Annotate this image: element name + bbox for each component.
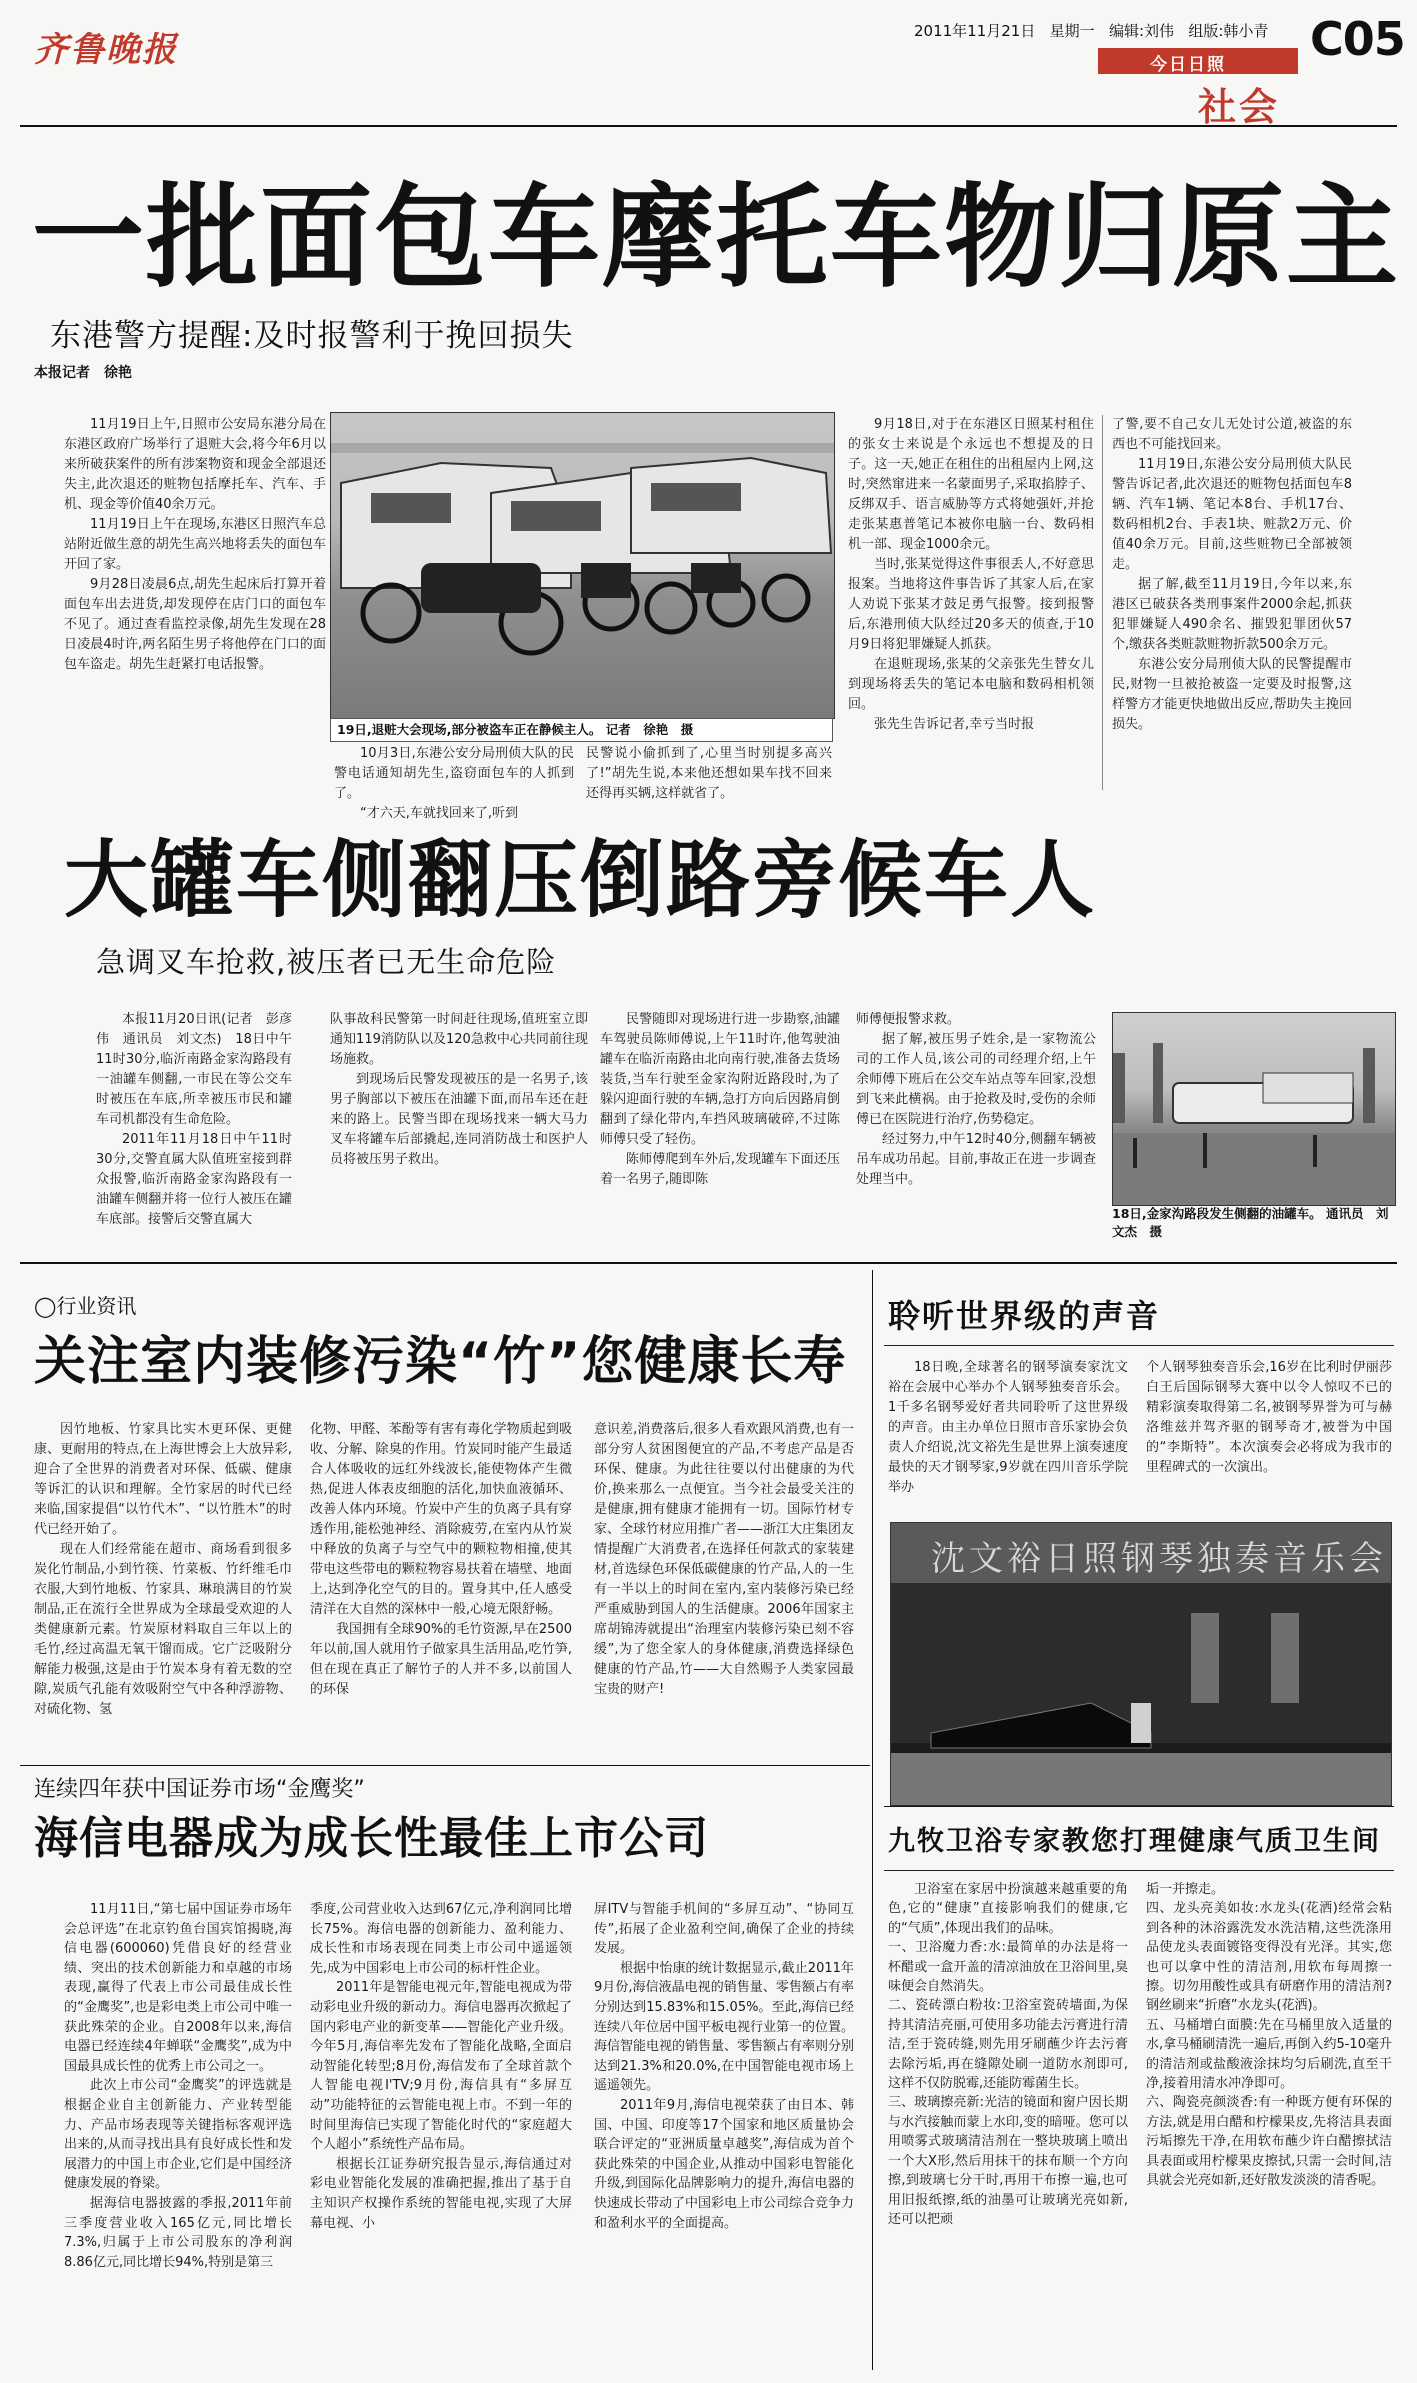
- story1-headline: 一批面包车摩托车物归原主: [32, 173, 1400, 303]
- story3-headline: 关注室内装修污染“竹”您健康长寿: [34, 1332, 847, 1392]
- section-rule: [20, 1765, 870, 1766]
- paragraph: 卫浴室在家居中扮演越来越重要的角色,它的“健康”直接影响我们的健康,它的“气质”,体现出我们的品味。: [888, 1882, 1128, 1936]
- paragraph: 意识差,消费落后,很多人看欢跟风消费,也有一部分穷人贫困图便宜的产品,不考虑产品是否环保、健康。为此往往要以付出健康的为代价,换来那么一点便宜。当今社会最受关注的是健康,拥有健康才能拥有一切。国际竹材专家、全球竹材应用推广者——浙江大庄集团友情提醒广大消费者,在选择任何款式的家装建材,首选绿色环保低碳健康的竹产品,人的一生有一半以上的时间在室内,室内装修污染已经严重威胁到国人的生活健康。2006年国家主席胡锦涛就提出“治理室内装修污染已刻不容缓”,为了您全家人的身体健康,消费选择绿色健康的竹产品,竹——大自然赐予人类家园最宝贵的财产!: [594, 1422, 855, 1697]
- story1-subhead: 东港警方提醒:及时报警利于挽回损失: [50, 318, 574, 354]
- section-rule: [20, 1262, 1397, 1264]
- page-number: C05: [1310, 12, 1405, 66]
- paragraph: 化物、甲醛、苯酚等有害有毒化学物质起到吸收、分解、除臭的作用。竹炭同时能产生最适合人体吸收的远红外线波长,能使物体产生微热,促进人体表皮细胞的活化,加快血液循环、改善人体内环境。竹炭中产生的负离子具有穿透作用,能松弛神经、消除疲劳,在室内从竹炭中释放的负离子与空气中的颗粒物相撞,使其带电这些带电的颗粒物容易扶着在墙壁、地面上,达到净化空气的目的。置身其中,任人感受清洋在大自然的深林中一般,心境无限舒畅。: [310, 1422, 572, 1617]
- story4-col3: [594, 1900, 854, 2233]
- layout-credit: 组版:韩小青: [1188, 22, 1269, 40]
- section-divider: [872, 1270, 873, 2370]
- story2-headline: 大罐车侧翻压倒路旁候车人: [64, 831, 1097, 929]
- paragraph: 三、玻璃擦亮新:光洁的镜面和窗户因长期与水汽接触而蒙上水印,变的暗哑。您可以用喷雾式玻璃清洁剂在一整块玻璃上喷出一个大X形,然后用抹干的抹布顺一个方向擦,到玻璃七分干时,再用干布擦一遍,也可用旧报纸擦,纸的油墨可让玻璃光亮如新,还可以把顽: [888, 2095, 1128, 2227]
- editor-credit: 编辑:刘伟: [1109, 22, 1175, 40]
- paragraph: 10月3日,东港公安分局刑侦大队的民警电话通知胡先生,盗窃面包车的人抓到了。: [334, 746, 574, 801]
- issue-weekday: 星期一: [1049, 22, 1095, 40]
- paragraph: 陈师傅爬到车外后,发现罐车下面还压着一名男子,随即陈: [600, 1152, 840, 1187]
- paragraph: 师傅便报警求救。: [856, 1012, 961, 1027]
- story1-col2: [334, 744, 574, 824]
- paragraph: “才六天,车就找回来了,听到: [360, 806, 518, 821]
- story2-col2: [330, 1010, 588, 1170]
- paragraph: 11月11日,“第七届中国证券市场年会总评选”在北京钓鱼台国宾馆揭晓,海信电器(600060)凭借良好的经营业绩、突出的技术创新能力和卓越的市场表现,赢得了代表上市公司最佳成长性的“金鹰奖”,也是彩电类上市公司中唯一获此殊荣的企业。自2008年以来,海信电器已经连续4年蝉联“金鹰奖”,成为中国最具成长性的优秀上市公司之一。: [64, 1902, 292, 2074]
- paragraph: 六、陶瓷亮颜淡香:有一种既方便有环保的方法,就是用白醋和柠檬果皮,先将洁具表面污垢擦先干净,在用软布蘸少许白醋擦拭洁具表面或用柠檬果皮擦拭,只需一会时间,洁具就会光亮如新,还好散发淡淡的清香呢。: [1146, 2095, 1392, 2189]
- paragraph: 东港公安分局刑侦大队的民警提醒市民,财物一旦被抢被盗一定要及时报警,这样警方才能更快地做出反应,帮助失主挽回损失。: [1112, 657, 1352, 732]
- story6-headline: 九牧卫浴专家教您打理健康气质卫生间: [888, 1826, 1381, 1857]
- story4-kicker: 连续四年获中国证券市场“金鹰奖”: [34, 1777, 365, 1802]
- paragraph: 现在人们经常能在超市、商场看到很多炭化竹制品,小到竹筷、竹菜板、竹纤维毛巾衣服,大到竹地板、竹家具、琳琅满目的竹炭制品,正在流行全世界成为全球最受欢迎的人类健康新元素。竹炭原材料取自三年以上的毛竹,经过高温无氧干馏而成。它广泛吸附分解能力极强,这是由于竹炭本身有着无数的空隙,炭质气孔能有效吸附空气中各种浮游物、对硫化物、氢: [34, 1542, 292, 1717]
- paragraph: 11月19日上午,日照市公安局东港分局在东港区政府广场举行了退赃大会,将今年6月以来所破获案件的所有涉案物资和现金全部退还失主,此次退还的赃物包括摩托车、汽车、手机、现金等价值40余万元。: [64, 417, 326, 512]
- story3-col3: [594, 1420, 854, 1700]
- story1-photo: [330, 412, 835, 719]
- paragraph: 11月19日上午在现场,东港区日照汽车总站附近做生意的胡先生高兴地将丢失的面包车开回了家。: [64, 517, 326, 572]
- story5-col1: [888, 1358, 1128, 1498]
- paragraph: 11月19日,东港公安分局刑侦大队民警告诉记者,此次退还的赃物包括面包车8辆、汽车1辆、笔记本8台、手机17台、数码相机2台、手表1块、赃款2万元、价值40余万元。目前,这些赃物已全部被领走。: [1112, 457, 1352, 572]
- paragraph: 据了解,截至11月19日,今年以来,东港区已破获各类刑事案件2000余起,抓获犯罪嫌疑人490余名、摧毁犯罪团伙57个,缴获各类赃款赃物折款500余万元。: [1112, 577, 1352, 652]
- story1-byline: 本报记者 徐艳: [34, 365, 132, 381]
- paragraph: 9月28日凌晨6点,胡先生起床后打算开着面包车出去进货,却发现停在店门口的面包车不见了。通过查看监控录像,胡先生发现在28日凌晨4时许,两名陌生男子将他停在门口的面包车盗走。胡先生赶紧打电话报警。: [64, 577, 326, 672]
- paragraph: 经过努力,中午12时40分,侧翻车辆被吊车成功吊起。目前,事故正在进一步调查处理当中。: [856, 1132, 1096, 1187]
- issue-info: [914, 20, 1268, 41]
- paragraph: 张先生告诉记者,幸亏当时报: [874, 717, 1035, 732]
- story6-title-rule: [884, 1870, 1394, 1871]
- paper-logo: 齐鲁晚报: [34, 30, 178, 70]
- vehicles-illustration: [331, 413, 834, 718]
- paragraph: 五、马桶增白面膜:先在马桶里放入适量的水,拿马桶刷清洗一遍后,再倒入约5-10毫升的清洁剂或盐酸液涂抹均匀后刷洗,直至干净,接着用清水冲净即可。: [1146, 2017, 1392, 2092]
- story5-title-rule: [884, 1345, 1394, 1346]
- section-rule: [884, 1806, 1394, 1807]
- story2-photo: [1112, 1012, 1396, 1206]
- paragraph: 9月18日,对于在东港区日照某村租住的张女士来说是个永远也不想提及的日子。这一天,她正在租住的出租屋内上网,这时,突然窜进来一名蒙面男子,采取掐脖子、反绑双手、语言威胁等方式将她强奸,并抢走张某惠普笔记本被你电脑一台、数码相机一部、现金1000余元。: [848, 417, 1094, 552]
- story5-headline: 聆听世界级的声音: [888, 1297, 1161, 1335]
- paragraph: 队事故科民警第一时间赶往现场,值班室立即通知119消防队以及120急救中心共同前往现场施救。: [330, 1012, 588, 1067]
- paragraph: 了警,要不自己女儿无处讨公道,被盗的东西也不可能找回来。: [1112, 417, 1352, 452]
- paragraph: 民警随即对现场进行进一步勘察,油罐车驾驶员陈师傅说,上午11时许,他驾驶油罐车在临沂南路由北向南行驶,准备去货场装货,当车行驶至金家沟附近路段时,为了躲闪迎面行驶的车辆,急打方向后因路肩倒翻到了绿化带内,车挡风玻璃破碎,不过陈师傅只受了轻伤。: [600, 1012, 840, 1147]
- tanker-illustration: [1113, 1013, 1395, 1205]
- story2-col3: [600, 1010, 840, 1190]
- section-label: 社会: [1198, 85, 1281, 129]
- section-top-label: 今日日照: [1150, 55, 1226, 75]
- paragraph: 2011年是智能电视元年,智能电视成为带动彩电业升级的新动力。海信电器再次掀起了国内彩电产业的新变革——智能化产业升级。今年5月,海信率先发布了智能化战略,全面启动智能化转型;8月份,海信发布了全球首款个人智能电视I'TV;9月份,海信具有“多屏互动”功能特征的云智能电视上市。不到一年的时间里海信已实现了智能化时代的“家庭超大个人超小”系统性产品布局。: [310, 1980, 572, 2153]
- story3-tag: [34, 1290, 136, 1319]
- paragraph: 2011年9月,海信电视荣获了由日本、韩国、中国、印度等17个国家和地区质量协会联合评定的“亚洲质量卓越奖”,海信成为首个获此殊荣的中国企业,从推动中国彩电智能化升级,到国际化品牌影响力的提升,海信电器的快速成长带动了中国彩电上市公司综合竞争力和盈利水平的全面提高。: [594, 2097, 855, 2231]
- story4-headline: 海信电器成为成长性最佳上市公司: [34, 1813, 709, 1864]
- story1-col5: [1112, 415, 1352, 735]
- story6-col1: [888, 1880, 1128, 2229]
- story4-col2: [310, 1900, 572, 2233]
- paragraph: 垢一并擦走。: [1146, 1882, 1225, 1897]
- paragraph: 一、卫浴魔力香:水:最简单的办法是将一杯醋或一盒开盖的清凉油放在卫浴间里,臭味便会自然消失。: [888, 1940, 1128, 1995]
- paragraph: 四、龙头亮美如妆:水龙头(花洒)经常会粘到各种的沐浴露洗发水洗洁精,这些洗涤用品使龙头表面镀铬变得没有光泽。其实,您也可以拿中性的清洁剂,用软布每周擦一擦。切勿用酸性或具有研磨作用的清洁剂?钢丝刷来“折磨”水龙头(花洒)。: [1146, 1901, 1392, 2014]
- paragraph: 个人钢琴独奏音乐会,16岁在比利时伊丽莎白王后国际钢琴大赛中以令人惊叹不已的精彩演奏取得第二名,被钢琴界誉为可与赫洛维兹并驾齐驱的钢琴奇才,被誉为中国的“李斯特”。本次演奏会必将成为我市的里程碑式的一次演出。: [1146, 1360, 1392, 1475]
- paragraph: 据海信电器披露的季报,2011年前三季度营业收入165亿元,同比增长7.3%,归属于上市公司股东的净利润8.86亿元,同比增长94%,特别是第三: [64, 2195, 292, 2270]
- story4-col1: [64, 1900, 292, 2272]
- paragraph: 据了解,被压男子姓余,是一家物流公司的工作人员,该公司的司经理介绍,上午余师傅下班后在公交车站点等车回家,没想到飞来此横祸。由于抢救及时,受伤的余师傅已在医院进行治疗,伤势稳定。: [856, 1032, 1096, 1127]
- piano-stage-illustration: [891, 1583, 1391, 1805]
- story3-col1: [34, 1420, 292, 1720]
- paragraph: 根据中怡康的统计数据显示,截止2011年9月份,海信液晶电视的销售量、零售额占有率分别达到15.83%和15.05%。至此,海信已经连续八年位居中国平板电视行业第一的位置。海信智能电视的销售量、零售额占有率则分别达到21.3%和20.0%,在中国智能电视市场上遥遥领先。: [594, 1960, 855, 2094]
- story6-col2: [1146, 1880, 1392, 2191]
- paragraph: 本报11月20日讯(记者 彭彦伟 通讯员 刘文杰) 18日中午11时30分,临沂南路金家沟路段有一油罐车侧翻,一市民在等公交车时被压在车底,所幸被压市民和罐车司机都没有生命危险。: [96, 1012, 292, 1127]
- paragraph: 我国拥有全球90%的毛竹资源,早在2500年以前,国人就用竹子做家具生活用品,吃竹笋,但在现在真正了解竹子的人并不多,以前国人的环保: [310, 1622, 572, 1697]
- paragraph: 当时,张某觉得这件事很丢人,不好意思报案。当地将这件事告诉了其家人后,在家人劝说下张某才鼓足勇气报警。接到报警后,东港刑侦大队经过20多天的侦查,于10月9日将犯罪嫌疑人抓获。: [848, 557, 1094, 652]
- story1-col3: [586, 744, 832, 804]
- column-rule: [1102, 415, 1103, 790]
- tag-circle-icon: ◯: [34, 1294, 57, 1318]
- paragraph: 因竹地板、竹家具比实木更环保、更健康、更耐用的特点,在上海世博会上大放异彩,迎合了全世界的消费者对环保、低碳、健康等诉汇的认识和理解。全竹家居的时代已经来临,国家提倡“以竹代木”、“以竹胜木”的时代已经开始了。: [34, 1422, 292, 1537]
- paragraph: 季度,公司营业收入达到67亿元,净利润同比增长75%。海信电器的创新能力、盈利能力、成长性和市场表现在同类上市公司中遥遥领先,成为中国彩电上市公司的标杆性企业。: [310, 1902, 572, 1976]
- story2-photo-caption: 18日,金家沟路段发生侧翻的油罐车。 通讯员 刘文杰 摄: [1112, 1206, 1389, 1239]
- masthead: [0, 0, 1417, 129]
- paragraph: 二、瓷砖漂白粉妆:卫浴室瓷砖墙面,为保持其清洁亮丽,可使用多功能去污膏进行清洁,至于瓷砖缝,则先用牙刷蘸少许去污膏去除污垢,再在缝隙处刷一道防水剂即可,这样不仅防脱霉,还能防霉菌生长。: [888, 1998, 1128, 2092]
- story5-photo: [890, 1522, 1392, 1806]
- paragraph: 在退赃现场,张某的父亲张先生替女儿到现场将丢失的笔记本电脑和数码相机领回。: [848, 657, 1094, 712]
- paragraph: 18日晚,全球著名的钢琴演奏家沈文裕在会展中心举办个人钢琴独奏音乐会。1千多名钢琴爱好者共同聆听了这世界级的声音。由主办单位日照市音乐家协会负责人介绍说,沈文裕先生是世界上演奏速度最快的天才钢琴家,9岁就在四川音乐学院举办: [888, 1360, 1128, 1495]
- masthead-rule: [20, 125, 1397, 127]
- story5-col2: [1146, 1358, 1392, 1478]
- story1-photo-caption: 19日,退赃大会现场,部分被盗车正在静候主人。 记者 徐艳 摄: [330, 718, 833, 742]
- paragraph: 此次上市公司“金鹰奖”的评选就是根据企业自主创新能力、产业转型能力、产品市场表现等关键指标客观评选出来的,从而寻找出具有良好成长性和发展潜力的中国上市企业,它们是中国经济健康发展的脊梁。: [64, 2078, 292, 2192]
- paragraph: 2011年11月18日中午11时30分,交警直属大队值班室接到群众报警,临沂南路金家沟路段有一油罐车侧翻并将一位行人被压在罐车底部。接警后交警直属大: [96, 1132, 292, 1227]
- tag-label: 行业资讯: [56, 1294, 137, 1318]
- story2-col1: [96, 1010, 292, 1230]
- story2-subhead: 急调叉车抢救,被压者已无生命危险: [96, 945, 557, 979]
- paragraph: 民警说小偷抓到了,心里当时别提多高兴了!”胡先生说,本来他还想如果车找不回来还得再买辆,这样就省了。: [586, 746, 832, 801]
- issue-date: 2011年11月21日: [914, 22, 1036, 40]
- story1-col4: [848, 415, 1094, 735]
- paragraph: 屏ITV与智能手机间的“多屏互动”、“协同互传”,拓展了企业盈利空间,确保了企业的持续发展。: [594, 1902, 854, 1957]
- paragraph: 到现场后民警发现被压的是一名男子,该男子胸部以下被压在油罐下面,而吊车还在赶来的路上。民警当即在现场找来一辆大马力叉车将罐车后部撬起,连同消防战士和医护人员将被压男子救出。: [330, 1072, 588, 1167]
- paragraph: 根据长江证券研究报告显示,海信通过对彩电业智能化发展的准确把握,推出了基于自主知识产权操作系统的智能电视,实现了大屏幕电视、小: [310, 2156, 572, 2231]
- concert-banner-text: 沈文裕日照钢琴独奏音乐会: [931, 1539, 1387, 1579]
- story2-col4: [856, 1010, 1096, 1190]
- story1-col1: [64, 415, 326, 675]
- story3-col2: [310, 1420, 572, 1700]
